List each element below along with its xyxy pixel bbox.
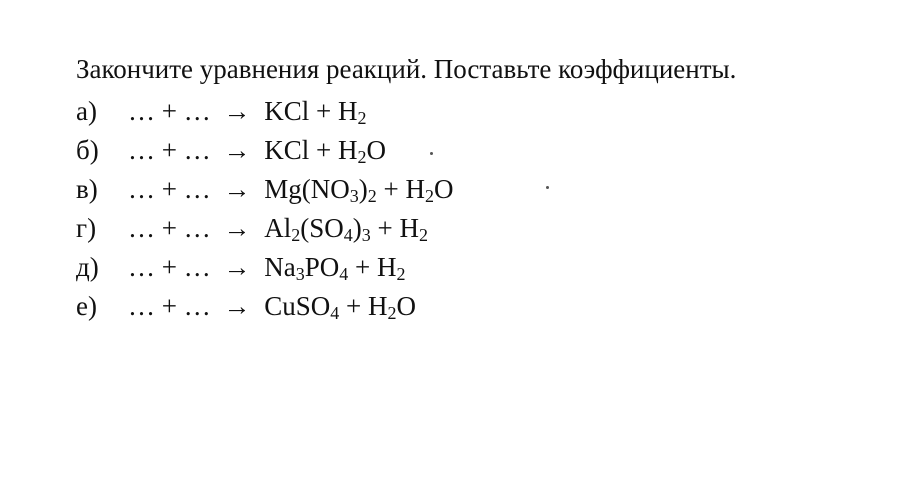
equation-letter: в) bbox=[76, 174, 98, 204]
formula-text: O bbox=[396, 291, 416, 321]
equation-reactants: … + … bbox=[128, 135, 211, 165]
equation-letter: б) bbox=[76, 135, 99, 165]
formula-text: O bbox=[433, 174, 454, 204]
formula-text: KCl + H bbox=[264, 96, 358, 126]
formula-text: + H bbox=[376, 174, 425, 204]
formula-subscript: 2 bbox=[424, 186, 434, 206]
equation-reactants: … + … bbox=[128, 174, 211, 204]
formula-subscript: 2 bbox=[396, 264, 406, 284]
formula-text: O bbox=[366, 135, 386, 165]
task-title: Закончите уравнения реакций. Поставьте коэффициенты. bbox=[76, 54, 737, 84]
equation-body bbox=[128, 250, 405, 284]
reaction-arrow-icon: → bbox=[223, 213, 251, 243]
equation-reactants: … + … bbox=[128, 291, 211, 321]
formula-subscript: 2 bbox=[291, 225, 301, 245]
equation-products bbox=[264, 250, 405, 284]
formula-text: + H bbox=[348, 252, 397, 282]
formula-text: Na bbox=[264, 252, 296, 282]
equation-letter: г) bbox=[76, 213, 97, 243]
formula-text: (SO bbox=[300, 213, 344, 243]
reaction-arrow-icon: → bbox=[223, 96, 251, 126]
reaction-arrow-icon: → bbox=[223, 174, 251, 204]
formula-text: ) bbox=[352, 213, 362, 243]
reaction-arrow-icon: → bbox=[223, 252, 251, 282]
formula-subscript: 2 bbox=[367, 186, 377, 206]
equation-products bbox=[264, 172, 453, 206]
formula-text: Al bbox=[264, 213, 292, 243]
formula-subscript: 3 bbox=[295, 264, 305, 284]
equation-reactants: … + … bbox=[128, 96, 211, 126]
formula-subscript: 3 bbox=[361, 225, 371, 245]
formula-text: Mg(NO bbox=[264, 174, 350, 204]
equation-body bbox=[128, 94, 366, 128]
equation-body bbox=[128, 172, 453, 206]
scan-speck bbox=[430, 152, 433, 155]
equation-reactants: … + … bbox=[128, 252, 211, 282]
equation-products bbox=[264, 133, 386, 167]
formula-subscript: 2 bbox=[357, 108, 367, 128]
formula-text: + H bbox=[339, 291, 388, 321]
formula-subscript: 4 bbox=[343, 225, 353, 245]
formula-subscript: 2 bbox=[357, 147, 367, 167]
formula-text: CuSO bbox=[264, 291, 331, 321]
equation-body bbox=[128, 133, 386, 167]
formula-subscript: 4 bbox=[339, 264, 349, 284]
equation-products bbox=[264, 211, 428, 245]
reaction-arrow-icon: → bbox=[223, 291, 251, 321]
equation-body bbox=[128, 211, 428, 245]
formula-text: PO bbox=[304, 252, 340, 282]
equation-body bbox=[128, 289, 416, 323]
formula-subscript: 3 bbox=[349, 186, 359, 206]
equation-letter: д) bbox=[76, 252, 99, 282]
equation-letter: е) bbox=[76, 291, 97, 321]
scan-speck bbox=[546, 186, 549, 189]
equation-reactants: … + … bbox=[128, 213, 211, 243]
formula-text: ) bbox=[358, 174, 368, 204]
equation-products bbox=[264, 289, 416, 323]
formula-subscript: 2 bbox=[418, 225, 428, 245]
formula-text: + H bbox=[370, 213, 419, 243]
formula-text: KCl + H bbox=[264, 135, 358, 165]
formula-subscript: 2 bbox=[387, 303, 397, 323]
equation-products bbox=[264, 94, 366, 128]
formula-subscript: 4 bbox=[330, 303, 340, 323]
reaction-arrow-icon: → bbox=[223, 135, 251, 165]
equation-letter: а) bbox=[76, 96, 97, 126]
